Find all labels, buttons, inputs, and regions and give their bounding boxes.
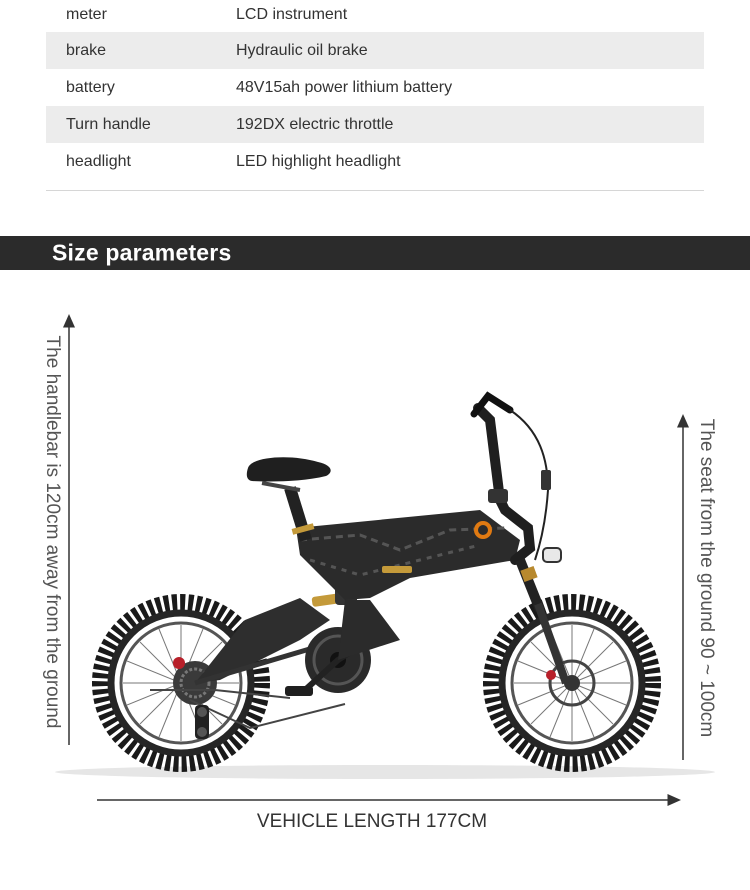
headlight: [543, 548, 561, 562]
seat-height-label: The seat from the ground 90 ~ 100cm: [696, 418, 717, 738]
spec-value: Hydraulic oil brake: [236, 41, 368, 59]
section-title: Size parameters: [52, 239, 232, 266]
spec-key: battery: [66, 78, 115, 96]
spec-value: LCD instrument: [236, 6, 348, 23]
rear-wheel: [101, 603, 261, 763]
rear-derailleur: [195, 705, 209, 739]
ground-shadow: [55, 765, 715, 779]
spec-key: meter: [66, 6, 107, 23]
spec-key: headlight: [66, 152, 131, 170]
spec-value: 48V15ah power lithium battery: [236, 78, 453, 96]
spec-value: LED highlight headlight: [236, 152, 401, 170]
vehicle-length-label: VEHICLE LENGTH 177CM: [256, 811, 488, 832]
handlebar-height-label: The handlebar is 120cm away from the ground: [42, 335, 63, 729]
spec-key: Turn handle: [66, 115, 151, 133]
front-wheel: [492, 603, 652, 763]
spec-value: 192DX electric throttle: [236, 115, 394, 133]
spec-key: brake: [66, 41, 107, 59]
